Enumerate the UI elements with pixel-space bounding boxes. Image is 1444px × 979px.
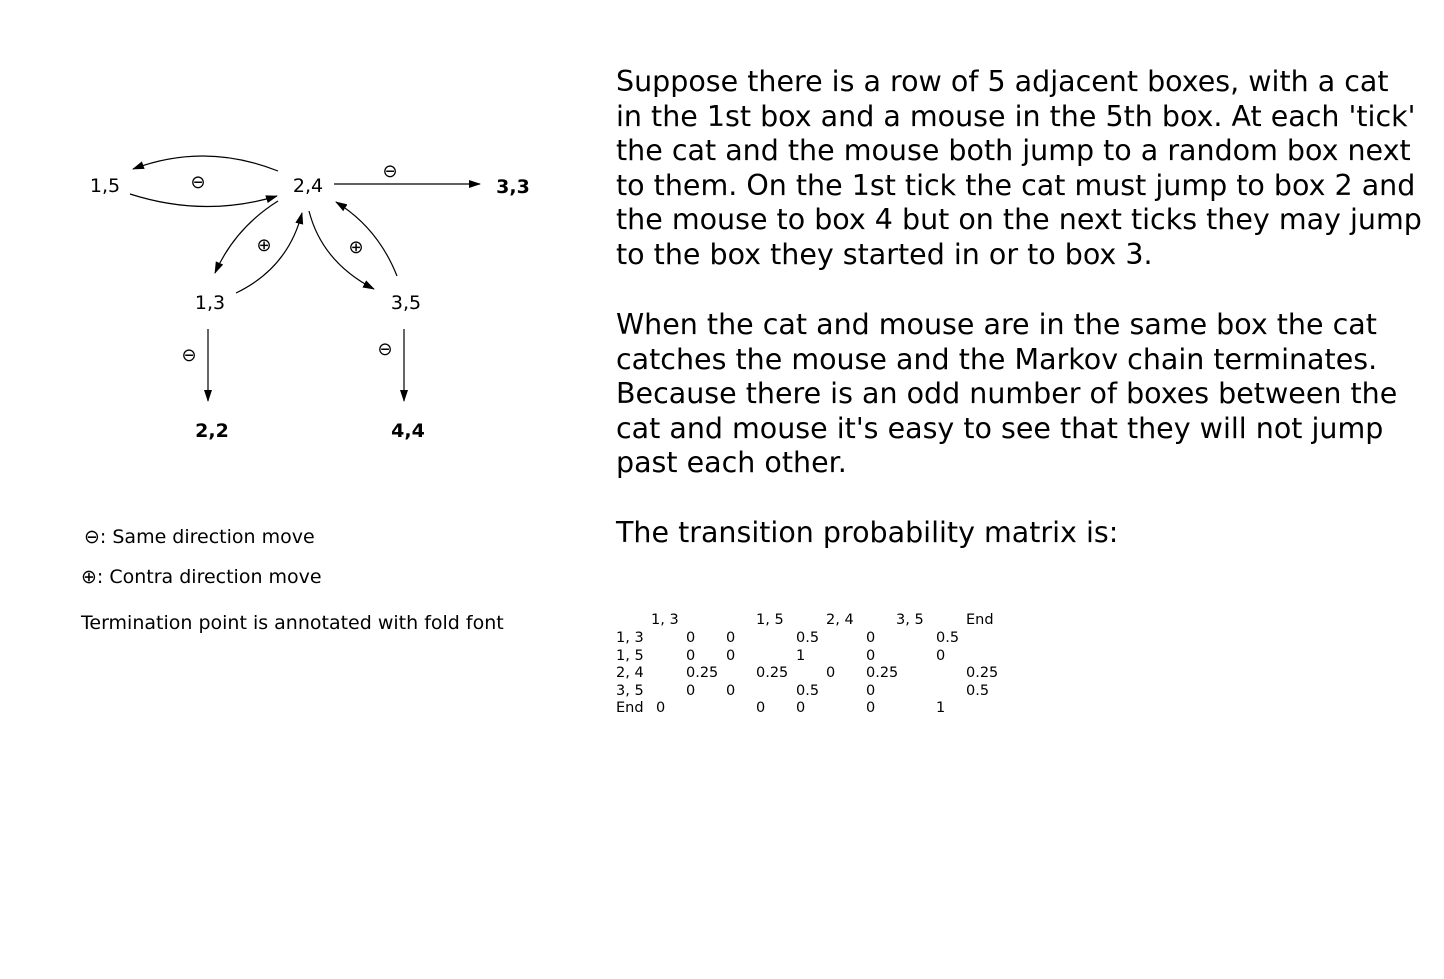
matrix-cell: 0 — [726, 682, 736, 699]
matrix-cell: 0.5 — [936, 630, 960, 646]
description-paragraph-1: Suppose there is a row of 5 adjacent boxes, with a cat in the 1st box and a mouse in the 5th box. At each 'tick' the cat and the mouse both jump to a random box next to them. On the 1st tick the cat must jump to box 2 and the mouse to box 4 but on the next ticks they may jump to the box they started in or to box 3. — [616, 65, 1422, 271]
matrix-row-label: 3, 5 — [616, 682, 644, 699]
edge-label-35-24: ⊕ — [348, 237, 364, 258]
matrix-cell: 0 — [726, 630, 736, 646]
legend-termination-note: Termination point is annotated with fold font — [81, 612, 504, 634]
matrix-cell: 0 — [686, 630, 696, 646]
matrix-col-header: 2, 4 — [826, 612, 854, 628]
matrix-cell: 0 — [826, 665, 836, 681]
matrix-cell: 0 — [866, 647, 876, 664]
matrix-cell: 0 — [936, 647, 946, 664]
edge-label-13-24: ⊕ — [256, 235, 272, 256]
matrix-col-header: 1, 3 — [651, 612, 679, 628]
edge-label-35-44: ⊖ — [377, 339, 393, 360]
matrix-intro: The transition probability matrix is: — [616, 516, 1119, 549]
node-2-4: 2,4 — [292, 175, 324, 197]
matrix-row-label: End — [616, 700, 644, 716]
edge-24-to-15 — [133, 156, 278, 171]
edge-label-24-33: ⊖ — [382, 161, 398, 182]
matrix-cell: 0.5 — [966, 682, 990, 699]
matrix-cell: 0.25 — [756, 665, 789, 681]
matrix-row-label: 1, 5 — [616, 647, 644, 664]
node-2-2: 2,2 — [195, 420, 229, 442]
matrix-cell: 0 — [796, 700, 806, 716]
node-1-3: 1,3 — [194, 292, 226, 314]
matrix-cell: 0.5 — [796, 630, 820, 646]
legend-contra-direction: ⊕: Contra direction move — [81, 566, 322, 588]
matrix-row-label: 2, 4 — [616, 665, 644, 681]
matrix-cell: 0 — [656, 700, 666, 716]
legend-same-direction: ⊖: Same direction move — [84, 526, 315, 548]
matrix-col-header: 1, 5 — [756, 612, 784, 628]
matrix-cell: 0 — [756, 700, 766, 716]
matrix-col-header: End — [966, 612, 994, 628]
matrix-row-label: 1, 3 — [616, 630, 644, 646]
node-1-5: 1,5 — [89, 175, 121, 197]
node-3-3: 3,3 — [496, 176, 530, 198]
edge-15-to-24 — [130, 194, 277, 207]
matrix-cell: 0.25 — [966, 665, 999, 681]
edge-24-to-35 — [309, 211, 374, 289]
node-4-4: 4,4 — [391, 420, 425, 442]
edge-35-to-24 — [336, 202, 397, 276]
edge-label-15-24: ⊖ — [190, 172, 206, 193]
matrix-cell: 0.25 — [686, 665, 719, 681]
matrix-cell: 0 — [686, 682, 696, 699]
description-paragraph-2: When the cat and mouse are in the same box the cat catches the mouse and the Markov chain terminates. Because there is an odd number of boxes between the cat and mouse it's easy to see that they will not jump past each other. — [616, 308, 1398, 480]
edge-label-13-22: ⊖ — [181, 345, 197, 366]
matrix-cell: 0 — [866, 700, 876, 716]
matrix-cell: 0.5 — [796, 682, 820, 699]
matrix-cell: 0 — [726, 647, 736, 664]
matrix-cell: 0 — [866, 682, 876, 699]
matrix-cell: 1 — [936, 700, 946, 716]
node-3-5: 3,5 — [390, 292, 422, 314]
matrix-cell: 0.25 — [866, 665, 899, 681]
matrix-cell: 0 — [866, 630, 876, 646]
matrix-cell: 1 — [796, 647, 806, 664]
matrix-col-header: 3, 5 — [896, 612, 924, 628]
matrix-cell: 0 — [686, 647, 696, 664]
state-diagram — [0, 0, 600, 480]
